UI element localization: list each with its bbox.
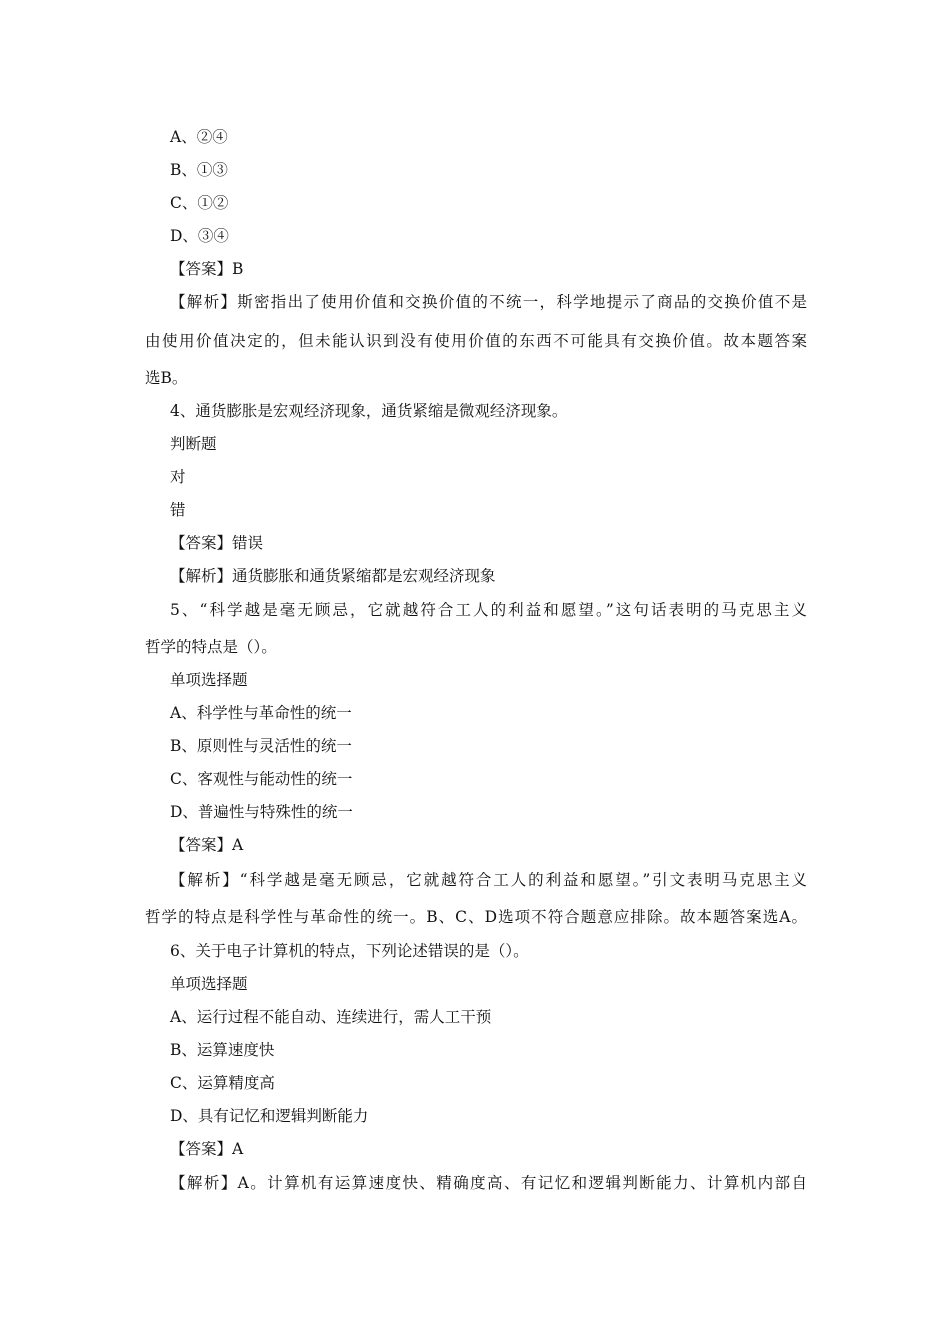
q5-stem-line1: 5、“科学越是毫无顾忌，它就越符合工人的利益和愿望。”这句话表明的马克思主义 [170, 601, 807, 619]
q6-option-d: D、具有记忆和逻辑判断能力 [170, 1107, 369, 1125]
q5-answer: 【答案】A [170, 836, 244, 854]
q4-type: 判断题 [170, 435, 217, 453]
q5-option-b: B、原则性与灵活性的统一 [170, 737, 352, 755]
q3-option-d: D、③④ [170, 227, 229, 245]
q4-stem: 4、通货膨胀是宏观经济现象，通货紧缩是微观经济现象。 [170, 402, 568, 420]
q5-type: 单项选择题 [170, 671, 248, 689]
q5-option-a: A、科学性与革命性的统一 [170, 704, 352, 722]
q3-analysis-line2: 由使用价值决定的，但未能认识到没有使用价值的东西不可能具有交换价值。故本题答案 [145, 332, 807, 350]
q4-answer: 【答案】错误 [170, 534, 264, 552]
q6-option-c: C、运算精度高 [170, 1074, 275, 1092]
q3-option-c: C、①② [170, 194, 229, 212]
q3-answer: 【答案】B [170, 260, 244, 278]
q4-analysis: 【解析】通货膨胀和通货紧缩都是宏观经济现象 [170, 567, 496, 585]
q3-option-a: A、②④ [170, 128, 228, 146]
q5-option-d: D、普遍性与特殊性的统一 [170, 803, 353, 821]
q4-option-true: 对 [170, 468, 186, 486]
q4-option-false: 错 [170, 501, 186, 519]
q3-analysis-line1: 【解析】斯密指出了使用价值和交换价值的不统一，科学地提示了商品的交换价值不是 [170, 293, 807, 311]
q5-stem-line2: 哲学的特点是（）。 [145, 638, 277, 656]
q3-option-b: B、①③ [170, 161, 228, 179]
q6-answer: 【答案】A [170, 1140, 244, 1158]
q6-stem: 6、关于电子计算机的特点，下列论述错误的是（）。 [170, 942, 529, 960]
q5-option-c: C、客观性与能动性的统一 [170, 770, 353, 788]
q5-analysis-line1: 【解析】“科学越是毫无顾忌，它就越符合工人的利益和愿望。”引文表明马克思主义 [170, 871, 807, 889]
q6-option-b: B、运算速度快 [170, 1041, 275, 1059]
q3-analysis-line3: 选B。 [145, 369, 188, 387]
q5-analysis-line2: 哲学的特点是科学性与革命性的统一。B、C、D选项不符合题意应排除。故本题答案选A。 [145, 908, 807, 926]
q6-option-a: A、运行过程不能自动、连续进行，需人工干预 [170, 1008, 492, 1026]
q6-type: 单项选择题 [170, 975, 248, 993]
q6-analysis-line1: 【解析】A。计算机有运算速度快、精确度高、有记忆和逻辑判断能力、计算机内部自 [170, 1174, 807, 1192]
